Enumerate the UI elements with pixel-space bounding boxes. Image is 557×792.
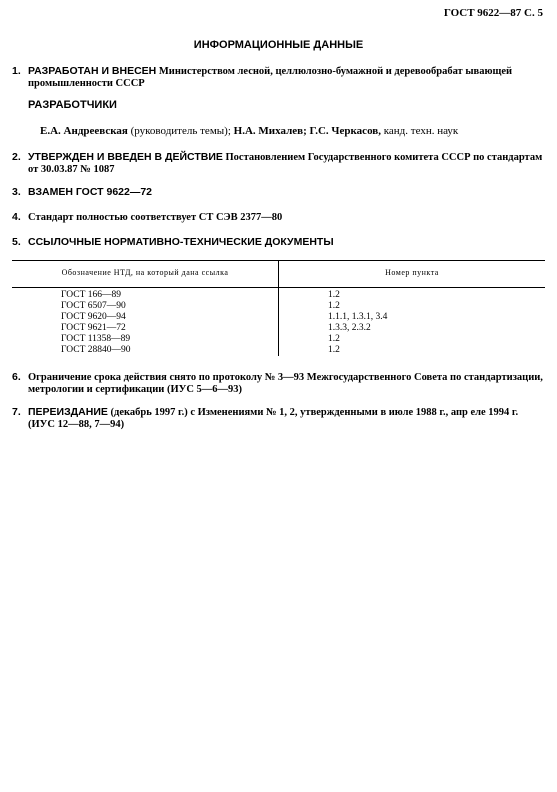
item-number: 7. [12, 406, 21, 418]
developer-name: Н.А. Михалев [233, 125, 304, 137]
item-text: Стандарт полностью соответствует СТ СЭВ 2377—80 [28, 212, 283, 223]
item-7 [12, 406, 545, 431]
developer-role: канд. техн. наук [380, 125, 459, 137]
item-4 [12, 211, 545, 224]
table-cell-document: ГОСТ 6507—90 [61, 301, 126, 311]
item-number: 5. [12, 236, 21, 248]
item-lead: ПЕРЕИЗДАНИЕ [28, 406, 108, 418]
column-header-point: Номер пункта [385, 268, 439, 277]
table-cell-document: ГОСТ 11358—89 [61, 334, 131, 344]
item-3 [12, 186, 545, 199]
table-cell-point: 1.2 [328, 301, 340, 311]
table-cell-document: ГОСТ 9621—72 [61, 323, 126, 333]
item-lead: УТВЕРЖДЕН И ВВЕДЕН В ДЕЙСТВИЕ [28, 151, 223, 163]
item-text: (декабрь 1997 г.) с Изменениями № 1, 2, утвержденными в июле 1988 г., апр еле 1994 г. (ИУС 12—88, 7—94) [28, 407, 519, 430]
item-number: 6. [12, 371, 21, 383]
table-cell-point: 1.3.3, 2.3.2 [328, 323, 371, 333]
column-header-document: Обозначение НТД, на который дана ссылка [61, 268, 229, 277]
item-lead: РАЗРАБОТАН И ВНЕСЕН [28, 65, 157, 77]
item-2 [12, 151, 545, 176]
item-1 [12, 65, 545, 90]
item-text: Ограничение срока действия снято по протоколу № 3—93 Межгосударственного Совета по стандартизации, метрологии и сертификации (ИУС 5—6—93) [28, 372, 543, 395]
table-header [12, 260, 545, 288]
developers-list [40, 125, 458, 137]
item-text: Постановлением Государственного комитета СССР по стандартам от 30.03.87 № 1087 [28, 152, 543, 175]
table-cell-document: ГОСТ 166—89 [61, 290, 121, 300]
table-cell-point: 1.2 [328, 334, 340, 344]
item-5 [12, 236, 545, 249]
developer-name: Е.А. Андреевская [40, 125, 128, 137]
item-number: 1. [12, 65, 21, 77]
item-lead: ССЫЛОЧНЫЕ НОРМАТИВНО-ТЕХНИЧЕСКИЕ ДОКУМЕНТЫ [28, 236, 334, 248]
item-number: 2. [12, 151, 21, 163]
references-table [12, 260, 545, 358]
developers-heading: РАЗРАБОТЧИКИ [28, 99, 117, 111]
item-text: Министерством лесной, целлюлозно-бумажной и деревообрабат ывающей промышленности СССР [28, 66, 513, 89]
page-title: ИНФОРМАЦИОННЫЕ ДАННЫЕ [193, 39, 364, 51]
table-cell-point: 1.2 [328, 290, 340, 300]
table-body [12, 288, 545, 358]
separator: ; [303, 125, 310, 137]
page-header: ГОСТ 9622—87 С. 5 [443, 7, 543, 19]
table-cell-document: ГОСТ 28840—90 [61, 345, 131, 355]
developer-name: Г.С. Черкасов, [309, 125, 381, 137]
table-cell-point: 1.2 [328, 345, 340, 355]
item-number: 3. [12, 186, 21, 198]
point-column [328, 290, 387, 356]
table-cell-document: ГОСТ 9620—94 [61, 312, 126, 322]
item-lead: ВЗАМЕН ГОСТ 9622—72 [28, 186, 153, 198]
developer-role: (руководитель темы); [127, 125, 234, 137]
item-number: 4. [12, 211, 21, 223]
document-column [61, 290, 131, 356]
table-cell-point: 1.1.1, 1.3.1, 3.4 [328, 312, 388, 322]
item-6 [12, 371, 545, 396]
